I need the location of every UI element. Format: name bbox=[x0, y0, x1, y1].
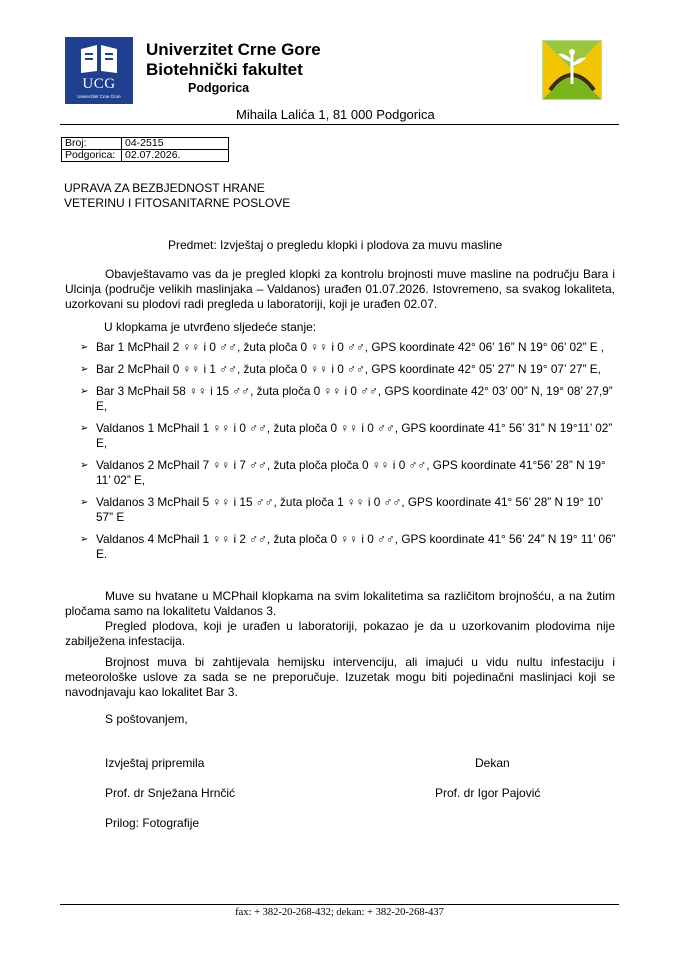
list-item bbox=[80, 421, 620, 451]
arrow-bullet-icon: ➢ bbox=[80, 534, 89, 545]
ucg-logo-subtitle: Univerzitet Crne Gore bbox=[77, 94, 121, 99]
footer-contact: fax: + 382-20-268-432; dekan: + 382-20-268-437 bbox=[235, 907, 444, 918]
arrow-bullet-icon: ➢ bbox=[80, 497, 89, 508]
reference-date-value: 02.07.2026. bbox=[122, 150, 229, 162]
trap-result-text: Bar 1 McPhail 2 ♀♀ i 0 ♂♂, žuta ploča 0 ♀♀ i 0 ♂♂, GPS koordinate 42° 06’ 16” N 19° 06’ 02” E , bbox=[96, 340, 605, 354]
trap-result-text: Valdanos 1 McPhail 1 ♀♀ i 0 ♂♂, žuta ploča 0 ♀♀ i 0 ♂♂, GPS koordinate 41° 56’ 31” N 19°11’ 02” E, bbox=[96, 421, 613, 450]
arrow-bullet-icon: ➢ bbox=[80, 364, 89, 375]
book-icon bbox=[79, 43, 119, 75]
prepared-by-label: Izvještaj pripremila bbox=[105, 756, 205, 770]
trap-result-text: Valdanos 2 McPhail 7 ♀♀ i 7 ♂♂, žuta ploča ploča 0 ♀♀ i 0 ♂♂, GPS koordinate 41°56’ 28” N 19° 11’ 02” E, bbox=[96, 458, 606, 487]
trap-result-text: Valdanos 4 McPhail 1 ♀♀ i 2 ♂♂, žuta ploča 0 ♀♀ i 0 ♂♂, GPS koordinate 41° 56’ 24” N 19° 11’ 06” E. bbox=[96, 532, 616, 561]
list-item bbox=[80, 458, 620, 488]
reference-date-row bbox=[62, 150, 229, 162]
intro-paragraph: Obavještavamo vas da je pregled klopki za kontrolu brojnosti muve masline na području Bara i Ulcinja (područje velikih maslinjaka – Valdanos) urađen 01.07.2026. Istovremeno, sa svakog lokaliteta, uzorkovani su plodovi radi pregleda u laboratoriji, koji je urađen 02.07. bbox=[65, 267, 615, 311]
lab-paragraph: Pregled plodova, koji je urađen u laboratoriji, pokazao je da u uzorkovanim plodovima nije zabilježena infestacija. bbox=[65, 619, 615, 648]
list-intro: U klopkama je utvrđeno sljedeće stanje: bbox=[104, 320, 317, 334]
footer-divider bbox=[60, 904, 619, 905]
reference-number-value: 04-2515 bbox=[122, 138, 229, 150]
recipient-line-1: UPRAVA ZA BEZBJEDNOST HRANE bbox=[64, 181, 265, 195]
reference-date-label: Podgorica: bbox=[62, 150, 122, 162]
trap-result-text: Valdanos 3 McPhail 5 ♀♀ i 15 ♂♂, žuta ploča 1 ♀♀ i 0 ♂♂, GPS koordinate 41° 56’ 28” N 19° 10’ 57” E bbox=[96, 495, 603, 524]
trap-result-text: Bar 2 McPhail 0 ♀♀ i 1 ♂♂, žuta ploča 0 ♀♀ i 0 ♂♂, GPS koordinate 42° 05’ 27” N 19° 07’ 27” E, bbox=[96, 362, 601, 376]
trap-result-text: Bar 3 McPhail 58 ♀♀ i 15 ♂♂, žuta ploča 0 ♀♀ i 0 ♂♂, GPS koordinate 42° 03’ 00” N, 19° 08’ 27,9” E, bbox=[96, 384, 613, 413]
university-name: Univerzitet Crne Gore bbox=[146, 40, 321, 59]
address-line: Mihaila Lalića 1, 81 000 Podgorica bbox=[236, 107, 435, 122]
findings-paragraph: Muve su hvatane u MCPhail klopkama na svim lokalitetima sa različitom brojnošću, a na žutim pločama samo na lokalitetu Valdanos 3. bbox=[65, 589, 615, 618]
dean-label: Dekan bbox=[475, 756, 510, 770]
dean-name: Prof. dr Igor Pajović bbox=[435, 786, 541, 800]
university-logo bbox=[65, 37, 133, 104]
reference-number-label: Broj: bbox=[62, 138, 122, 150]
list-item bbox=[80, 340, 620, 355]
recommendation-paragraph: Brojnost muva bi zahtijevala hemijsku intervenciju, ali imajući u vidu nultu infestaciju i meteorološke uslove za sada se ne preporučuje. Izuzetak mogu biti pojedinačni maslinjaci koji se navodnjavaju kao lokalitet Bar 3. bbox=[65, 655, 615, 699]
plant-sprout-logo-icon bbox=[542, 40, 602, 100]
subject-line: Predmet: Izvještaj o pregledu klopki i plodova za muvu masline bbox=[168, 238, 503, 252]
arrow-bullet-icon: ➢ bbox=[80, 423, 89, 434]
list-item bbox=[80, 384, 620, 414]
recipient-line-2: VETERINU I FITOSANITARNE POSLOVE bbox=[64, 196, 291, 210]
list-item bbox=[80, 532, 620, 562]
header-divider bbox=[60, 124, 619, 125]
list-item bbox=[80, 495, 620, 525]
arrow-bullet-icon: ➢ bbox=[80, 460, 89, 471]
arrow-bullet-icon: ➢ bbox=[80, 386, 89, 397]
closing-salutation: S poštovanjem, bbox=[105, 712, 188, 726]
reference-table bbox=[61, 137, 229, 162]
attachment-note: Prilog: Fotografije bbox=[105, 816, 200, 830]
list-item bbox=[80, 362, 620, 377]
arrow-bullet-icon: ➢ bbox=[80, 342, 89, 353]
faculty-name: Biotehnički fakultet bbox=[146, 60, 303, 79]
prepared-by-name: Prof. dr Snježana Hrnčić bbox=[105, 786, 236, 800]
trap-results-list bbox=[80, 340, 620, 569]
reference-number-row bbox=[62, 138, 229, 150]
header-city: Podgorica bbox=[188, 81, 250, 95]
recipient-block bbox=[64, 181, 290, 211]
ucg-logo-text: UCG bbox=[82, 76, 116, 92]
